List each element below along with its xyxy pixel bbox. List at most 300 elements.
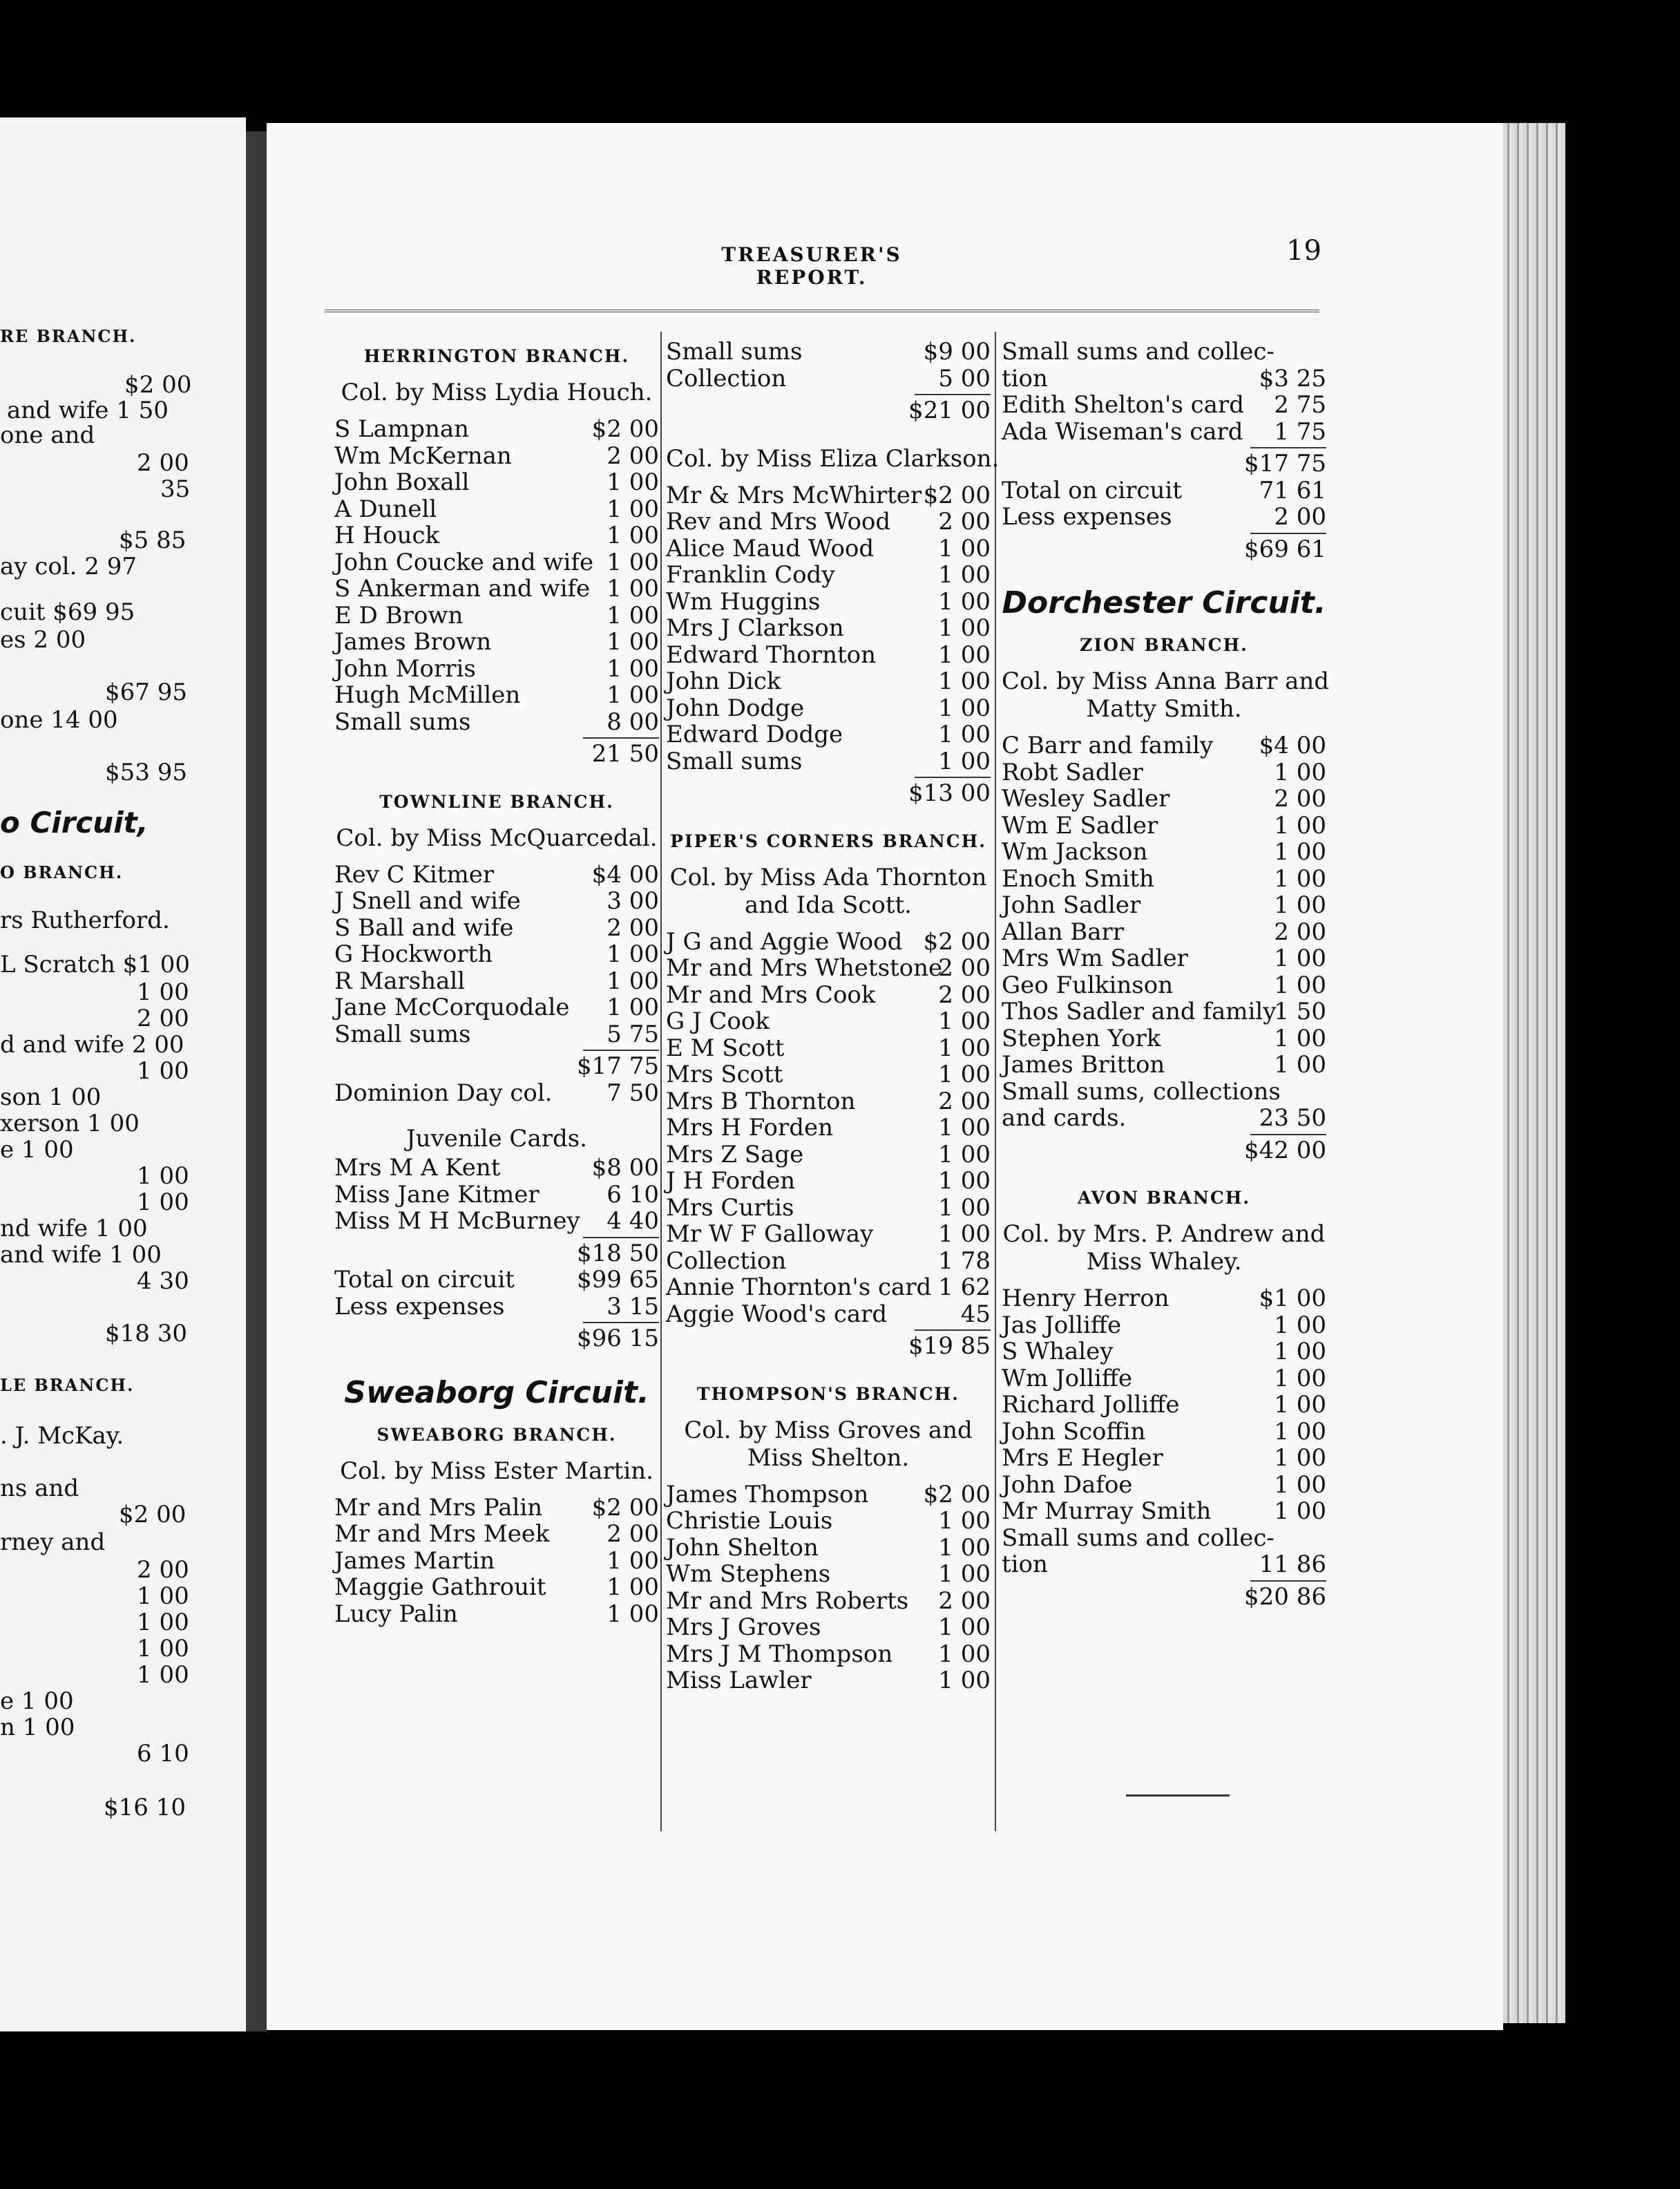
- left-page-fragment: . J. McKay.: [0, 1422, 124, 1450]
- amount: 1 00: [938, 1140, 991, 1168]
- ledger-row: [334, 941, 659, 968]
- left-page-fragment: RE BRANCH.: [0, 326, 137, 346]
- ledger-row: [1002, 1285, 1326, 1312]
- contributor-name: R Marshall: [334, 967, 466, 995]
- collector-text: Col. by Miss Ada Thornton: [669, 863, 987, 891]
- ledger-row: [334, 1601, 659, 1628]
- contributor-name: John Shelton: [666, 1533, 819, 1562]
- amount: 5 00: [938, 364, 991, 392]
- contributor-name: Wesley Sadler: [1002, 785, 1170, 813]
- sum-rule-line: [1250, 533, 1326, 534]
- left-page-fragment: $16 10: [104, 1794, 186, 1821]
- collector-text: Col. by Miss Ester Martin.: [340, 1457, 653, 1485]
- ledger-row: [1002, 1025, 1326, 1052]
- collector-text: Col. by Miss Lydia Houch.: [341, 379, 653, 406]
- contributor-name: Edward Dodge: [666, 721, 843, 748]
- ledger-row: [334, 629, 659, 656]
- collector-text: Miss Whaley.: [1086, 1248, 1242, 1276]
- amount: 1 00: [938, 1034, 991, 1062]
- total-amount: $18 50: [577, 1239, 659, 1267]
- contributor-name: John Dafoe: [1002, 1470, 1133, 1499]
- branch-heading: ZION BRANCH.: [1080, 635, 1248, 655]
- left-page-fragment: 1 00: [137, 1661, 189, 1689]
- amount: 1 00: [938, 614, 991, 642]
- ledger-row: [334, 1155, 659, 1182]
- total-amount: 21 50: [591, 740, 659, 768]
- contributor-name: Small sums: [666, 338, 803, 366]
- ledger-row: [1002, 759, 1326, 786]
- total-amount: 71 61: [1259, 476, 1326, 504]
- left-page-fragment: 4 30: [137, 1267, 189, 1295]
- sum-rule-line: [583, 737, 659, 739]
- contributor-name: Edward Thornton: [666, 641, 877, 669]
- contributor-name: Mrs J M Thompson: [666, 1640, 893, 1668]
- left-page-fragment: n 1 00: [0, 1714, 75, 1741]
- spacer: [1002, 562, 1326, 579]
- amount: 1 00: [607, 1546, 659, 1575]
- ledger-row: [666, 1588, 991, 1615]
- ledger-row: [1002, 1498, 1326, 1525]
- contributor-name: Maggie Gathrouit: [334, 1573, 546, 1601]
- spacer: [666, 424, 991, 441]
- contributor-name: Wm Jolliffe: [1002, 1364, 1132, 1392]
- ledger-row: [1002, 998, 1326, 1025]
- sum-rule-line: [1250, 447, 1326, 448]
- amount: 1 00: [1274, 864, 1326, 893]
- amount: 1 00: [607, 601, 659, 629]
- ledger-row: [666, 1141, 991, 1168]
- contributor-name: E M Scott: [666, 1034, 785, 1062]
- ledger-row: [666, 1508, 991, 1535]
- collector-text: and Ida Scott.: [745, 891, 912, 919]
- ledger-row: [666, 509, 991, 536]
- contributor-name: Miss Lawler: [666, 1667, 812, 1694]
- total-label: Less expenses: [1002, 503, 1172, 531]
- collector-line: [1002, 1216, 1326, 1285]
- collector-line: [1002, 663, 1330, 732]
- left-page-fragment: e 1 00: [0, 1136, 74, 1164]
- contributor-name: A Dunell: [334, 495, 437, 523]
- amount: 2 00: [1274, 918, 1326, 946]
- left-page-fragment: rney and: [0, 1528, 106, 1556]
- ledger-row: [666, 721, 991, 748]
- amount: 1 00: [938, 1667, 991, 1694]
- contributor-name: Collection: [666, 1247, 787, 1275]
- total-row: [334, 1240, 659, 1267]
- contributor-name: Collection: [666, 364, 787, 392]
- left-page-fragment: d and wife 2 00: [0, 1031, 184, 1059]
- left-page-fragment: 2 00: [137, 449, 189, 477]
- ledger-row: [666, 1481, 991, 1508]
- contributor-name: Edith Shelton's card: [1002, 391, 1244, 419]
- contributor-name: Richard Jolliffe: [1002, 1391, 1180, 1419]
- left-page-fragment: 1 00: [137, 1582, 189, 1610]
- contributor-name: and cards.: [1002, 1104, 1127, 1132]
- contributor-name: Mr and Mrs Roberts: [666, 1586, 909, 1615]
- amount: $2 00: [591, 415, 659, 443]
- contributor-name: Hugh McMillen: [334, 681, 521, 709]
- contributor-name: Small sums: [666, 747, 803, 775]
- contributor-name: Mr & Mrs McWhirter: [666, 481, 922, 509]
- amount: 1 00: [938, 1507, 991, 1535]
- amount: 1 00: [938, 667, 991, 695]
- contributor-name: John Morris: [334, 654, 476, 683]
- ledger-row: [666, 1641, 991, 1668]
- amount: 1 00: [938, 641, 991, 669]
- amount: 1 00: [1274, 945, 1326, 972]
- page-edges: [1503, 123, 1565, 2023]
- contributor-name: James Thompson: [666, 1480, 869, 1508]
- ledger-row: [666, 1221, 991, 1248]
- ledger-row: [1002, 786, 1326, 813]
- total-row: [334, 1294, 659, 1320]
- ledger-row: [666, 589, 991, 616]
- total-amount: $99 65: [577, 1266, 659, 1294]
- contributor-name: Enoch Smith: [1002, 864, 1154, 893]
- left-page-fragment: 1 00: [137, 1162, 189, 1190]
- amount: 2 00: [938, 1586, 991, 1615]
- amount: $2 00: [923, 927, 991, 956]
- contributor-name: C Barr and family: [1002, 732, 1214, 759]
- amount: 1 00: [938, 1533, 991, 1562]
- contributor-name: Stephen York: [1002, 1024, 1161, 1052]
- contributor-name: Small sums: [334, 708, 471, 736]
- amount: 2 00: [938, 980, 991, 1009]
- total-row: [334, 1267, 659, 1294]
- contributor-name: Rev C Kitmer: [334, 860, 495, 889]
- ledger-row: [1002, 919, 1326, 946]
- ledger-row: [666, 1008, 991, 1035]
- column-3: [1002, 338, 1330, 1611]
- total-row: [1002, 1137, 1326, 1164]
- ledger-row: [666, 1535, 991, 1562]
- ledger-row: [1002, 1445, 1326, 1472]
- ledger-row: [666, 955, 991, 982]
- left-page-fragment: O BRANCH.: [0, 862, 124, 882]
- amount: 1 00: [607, 654, 659, 683]
- total-label: Dominion Day col.: [334, 1079, 553, 1107]
- ledger-row: [334, 1521, 659, 1548]
- amount: 1 00: [607, 628, 659, 656]
- amount: 1 00: [607, 548, 659, 576]
- total-row: [666, 780, 991, 807]
- amount: 5 75: [607, 1020, 659, 1048]
- ledger-row: [334, 709, 659, 736]
- collector-text: Col. by Miss McQuarcedal.: [336, 824, 658, 852]
- contributor-name: Mr and Mrs Cook: [666, 980, 876, 1009]
- amount: 1 00: [938, 721, 991, 748]
- total-row: [1002, 536, 1326, 563]
- collector-line: [666, 1412, 991, 1481]
- ledger-row: [666, 1088, 991, 1115]
- ledger-row: [1002, 1338, 1326, 1365]
- ledger-row: [1002, 945, 1326, 972]
- branch-heading: TOWNLINE BRANCH.: [379, 791, 614, 812]
- sum-rule-line: [583, 1237, 659, 1238]
- left-page-fragment: e 1 00: [0, 1687, 74, 1715]
- column-divider-1: [660, 332, 662, 1831]
- contributor-name: Mrs Z Sage: [666, 1140, 804, 1168]
- left-page-fragment: one 14 00: [0, 706, 118, 734]
- ledger-row: [334, 603, 659, 629]
- amount: 1 00: [1274, 1497, 1326, 1525]
- total-row: [334, 741, 659, 768]
- total-amount: 7 50: [607, 1079, 659, 1107]
- ledger-row: [666, 615, 991, 642]
- contributor-name: John Dodge: [666, 694, 805, 722]
- contributor-name: J H Forden: [666, 1167, 796, 1195]
- left-page-fragment: and wife 1 50: [7, 397, 169, 424]
- left-page-fragment: nd wife 1 00: [0, 1215, 148, 1242]
- left-page-fragment: 6 10: [137, 1740, 189, 1768]
- contributor-name: Alice Maud Wood: [666, 534, 875, 562]
- amount: 1 00: [1274, 1364, 1326, 1392]
- amount: $4 00: [591, 860, 659, 889]
- ledger-row: [334, 1208, 659, 1235]
- amount: 1 00: [1274, 1444, 1326, 1472]
- contributor-name: Mrs J Clarkson: [666, 614, 844, 642]
- contributor-name: Mrs E Hegler: [1002, 1444, 1163, 1472]
- collector-text: Col. by Miss Anna Barr and: [1002, 667, 1330, 695]
- amount: 1 00: [1274, 758, 1326, 786]
- contributor-name: Jane McCorquodale: [334, 994, 570, 1021]
- contributor-name: Wm McKernan: [334, 442, 512, 470]
- left-page-fragment: cuit $69 95: [0, 598, 135, 626]
- amount: 3 00: [607, 887, 659, 915]
- running-header: TREASURER'S REPORT.: [721, 243, 902, 289]
- amount: 1 00: [1274, 1311, 1326, 1339]
- amount: 1 00: [1274, 1051, 1326, 1079]
- spacer: [334, 768, 659, 784]
- branch-heading: PIPER'S CORNERS BRANCH.: [670, 831, 986, 851]
- ledger-row: [666, 339, 991, 366]
- amount: 2 00: [938, 508, 991, 536]
- amount: $2 00: [923, 481, 991, 509]
- spacer: [334, 1352, 659, 1369]
- collector-line: [334, 1453, 659, 1495]
- ledger-row: [334, 1548, 659, 1575]
- total-amount: $96 15: [577, 1325, 659, 1352]
- ledger-row: [1002, 892, 1326, 919]
- left-page-fragment: $5 85: [119, 527, 187, 554]
- contributor-name: J G and Aggie Wood: [666, 927, 903, 956]
- left-page-fragment: $53 95: [105, 759, 187, 786]
- amount: $8 00: [591, 1154, 659, 1182]
- ledger-row: [666, 642, 991, 669]
- branch-heading: HERRINGTON BRANCH.: [363, 346, 630, 366]
- sum-rule-line: [915, 777, 991, 778]
- column-1: [334, 339, 659, 1627]
- ledger-row: [334, 862, 659, 889]
- left-page-fragment: es 2 00: [0, 626, 86, 654]
- amount: 1 00: [607, 994, 659, 1021]
- contributor-name: E D Brown: [334, 601, 464, 629]
- ledger-row: [334, 1574, 659, 1601]
- ledger-row: [666, 1274, 991, 1301]
- contributor-name: Lucy Palin: [334, 1600, 458, 1628]
- contributor-name: Small sums, collections: [1002, 1077, 1281, 1106]
- ledger-row: [1002, 1105, 1326, 1132]
- amount: $3 25: [1259, 364, 1326, 392]
- ledger-row: [1002, 1525, 1326, 1552]
- contributor-name: Franklin Cody: [666, 561, 835, 589]
- contributor-name: S Ankerman and wife: [334, 575, 591, 603]
- amount: 4 40: [607, 1207, 659, 1235]
- left-page-fragment: 1 00: [137, 1188, 189, 1216]
- amount: 2 00: [938, 1087, 991, 1115]
- ledger-row: [666, 1301, 991, 1328]
- contributor-name: Miss Jane Kitmer: [334, 1180, 540, 1209]
- sum-rule-line: [915, 1329, 991, 1331]
- page-number: 19: [1286, 235, 1321, 267]
- amount: 1 00: [1274, 811, 1326, 840]
- total-amount: $20 86: [1244, 1582, 1326, 1611]
- left-page-fragment: $2 00: [119, 1501, 187, 1528]
- amount: 1 62: [938, 1273, 991, 1301]
- amount: 11 86: [1259, 1551, 1326, 1578]
- left-page-fragment: $67 95: [105, 679, 187, 706]
- total-row: [666, 1333, 991, 1360]
- amount: 1 78: [938, 1247, 991, 1275]
- ledger-row: [334, 682, 659, 709]
- total-label: Total on circuit: [334, 1266, 515, 1294]
- contributor-name: G J Cook: [666, 1007, 770, 1035]
- amount: 1 00: [1274, 971, 1326, 999]
- contributor-name: Mr and Mrs Meek: [334, 1520, 550, 1548]
- ledger-row: [666, 562, 991, 589]
- ledger-row: [666, 1614, 991, 1641]
- contributor-name: H Houck: [334, 522, 440, 549]
- ledger-row: [666, 982, 991, 1009]
- ledger-row: [666, 1561, 991, 1588]
- left-page-fragment: L Scratch $1 00: [0, 951, 190, 978]
- ledger-row: [334, 522, 659, 549]
- column-divider-2: [995, 332, 996, 1831]
- total-row: [334, 1080, 659, 1107]
- contributor-name: S Lampnan: [334, 415, 470, 443]
- circuit-title: Sweaborg Circuit.: [344, 1374, 649, 1410]
- left-page-fragment: $2 00: [124, 371, 192, 399]
- amount: 1 00: [938, 1114, 991, 1141]
- amount: 2 75: [1274, 391, 1326, 419]
- total-label: Total on circuit: [1002, 476, 1182, 504]
- ledger-row: [334, 1021, 659, 1048]
- amount: 2 00: [607, 1520, 659, 1548]
- contributor-name: James Brown: [334, 628, 492, 656]
- total-label: Less expenses: [334, 1292, 505, 1320]
- contributor-name: S Ball and wife: [334, 913, 514, 942]
- collector-text: Matty Smith.: [1086, 695, 1242, 723]
- left-page-fragment: 1 00: [137, 1609, 189, 1636]
- amount: 1 00: [938, 1560, 991, 1588]
- contributor-name: Rev and Mrs Wood: [666, 508, 891, 536]
- contributor-name: John Sadler: [1002, 891, 1141, 919]
- ledger-row: [1002, 839, 1326, 866]
- contributor-name: Henry Herron: [1002, 1285, 1170, 1312]
- left-page-fragment: xerson 1 00: [0, 1110, 140, 1137]
- amount: 1 00: [1274, 1417, 1326, 1446]
- amount: $2 00: [923, 1480, 991, 1508]
- amount: 1 00: [607, 495, 659, 523]
- left-page-fragment: 1 00: [137, 1635, 189, 1662]
- amount: 1 00: [1274, 838, 1326, 866]
- left-page-fragment: son 1 00: [0, 1083, 102, 1111]
- contributor-name: Mrs H Forden: [666, 1114, 834, 1141]
- amount: 1 00: [1274, 1338, 1326, 1365]
- left-page: [0, 117, 246, 2031]
- amount: 1 00: [607, 1573, 659, 1601]
- amount: 1 00: [607, 681, 659, 709]
- ledger-row: [666, 1035, 991, 1062]
- amount: 1 00: [938, 1167, 991, 1195]
- book-gutter: [246, 131, 267, 2031]
- ledger-row: [666, 1061, 991, 1088]
- ledger-row: [1002, 1472, 1326, 1499]
- contributor-name: John Boxall: [334, 468, 470, 496]
- branch-heading: AVON BRANCH.: [1077, 1188, 1251, 1208]
- contributor-name: Mr W F Galloway: [666, 1220, 874, 1248]
- ledger-row: [666, 929, 991, 956]
- left-page-fragment: 2 00: [137, 1556, 189, 1584]
- left-page-fragment: and wife 1 00: [0, 1241, 162, 1269]
- contributor-name: Mrs J Groves: [666, 1613, 821, 1641]
- ledger-row: [334, 1495, 659, 1522]
- amount: $1 00: [1259, 1285, 1326, 1312]
- collector-text: Col. by Miss Eliza Clarkson.: [666, 444, 1000, 473]
- contributor-name: Jas Jolliffe: [1002, 1311, 1122, 1339]
- section-subheading: Juvenile Cards.: [406, 1125, 587, 1153]
- contributor-name: Small sums and collec-: [1002, 1524, 1275, 1552]
- ledger-row: [666, 695, 991, 722]
- amount: 2 00: [607, 913, 659, 942]
- ledger-row: [1002, 866, 1326, 893]
- contributor-name: John Coucke and wife: [334, 548, 594, 576]
- ledger-row: [1002, 339, 1326, 366]
- ledger-row: [666, 1115, 991, 1141]
- amount: $2 00: [591, 1493, 659, 1522]
- sum-rule-line: [1250, 1134, 1326, 1135]
- amount: 23 50: [1259, 1104, 1326, 1132]
- amount: 1 00: [938, 1007, 991, 1035]
- contributor-name: Wm Huggins: [666, 587, 821, 616]
- amount: 1 00: [1274, 1024, 1326, 1052]
- ledger-row: [334, 576, 659, 603]
- total-amount: $19 85: [908, 1332, 991, 1360]
- sum-rule-line: [1250, 1580, 1326, 1582]
- collector-line: [334, 820, 659, 862]
- contributor-name: John Scoffin: [1002, 1417, 1146, 1446]
- amount: 1 00: [938, 747, 991, 775]
- contributor-name: Mr and Mrs Whetstone: [666, 954, 943, 982]
- ledger-row: [1002, 1551, 1326, 1578]
- sum-rule-line: [583, 1322, 659, 1323]
- ledger-row: [666, 482, 991, 509]
- amount: 1 00: [938, 1220, 991, 1248]
- ledger-row: [1002, 1052, 1326, 1079]
- left-page-fragment: one and: [0, 421, 95, 449]
- amount: 1 00: [1274, 891, 1326, 919]
- amount: 1 00: [607, 967, 659, 995]
- sum-rule-line: [915, 394, 991, 395]
- left-page-fragment: $18 30: [105, 1320, 187, 1347]
- total-amount: 3 15: [607, 1292, 659, 1320]
- total-row: [1002, 1584, 1326, 1611]
- ledger-row: [334, 968, 659, 995]
- amount: 1 00: [938, 561, 991, 589]
- ledger-row: [1002, 1365, 1326, 1392]
- ledger-row: [334, 656, 659, 683]
- left-page-fragment: 1 00: [137, 1057, 189, 1085]
